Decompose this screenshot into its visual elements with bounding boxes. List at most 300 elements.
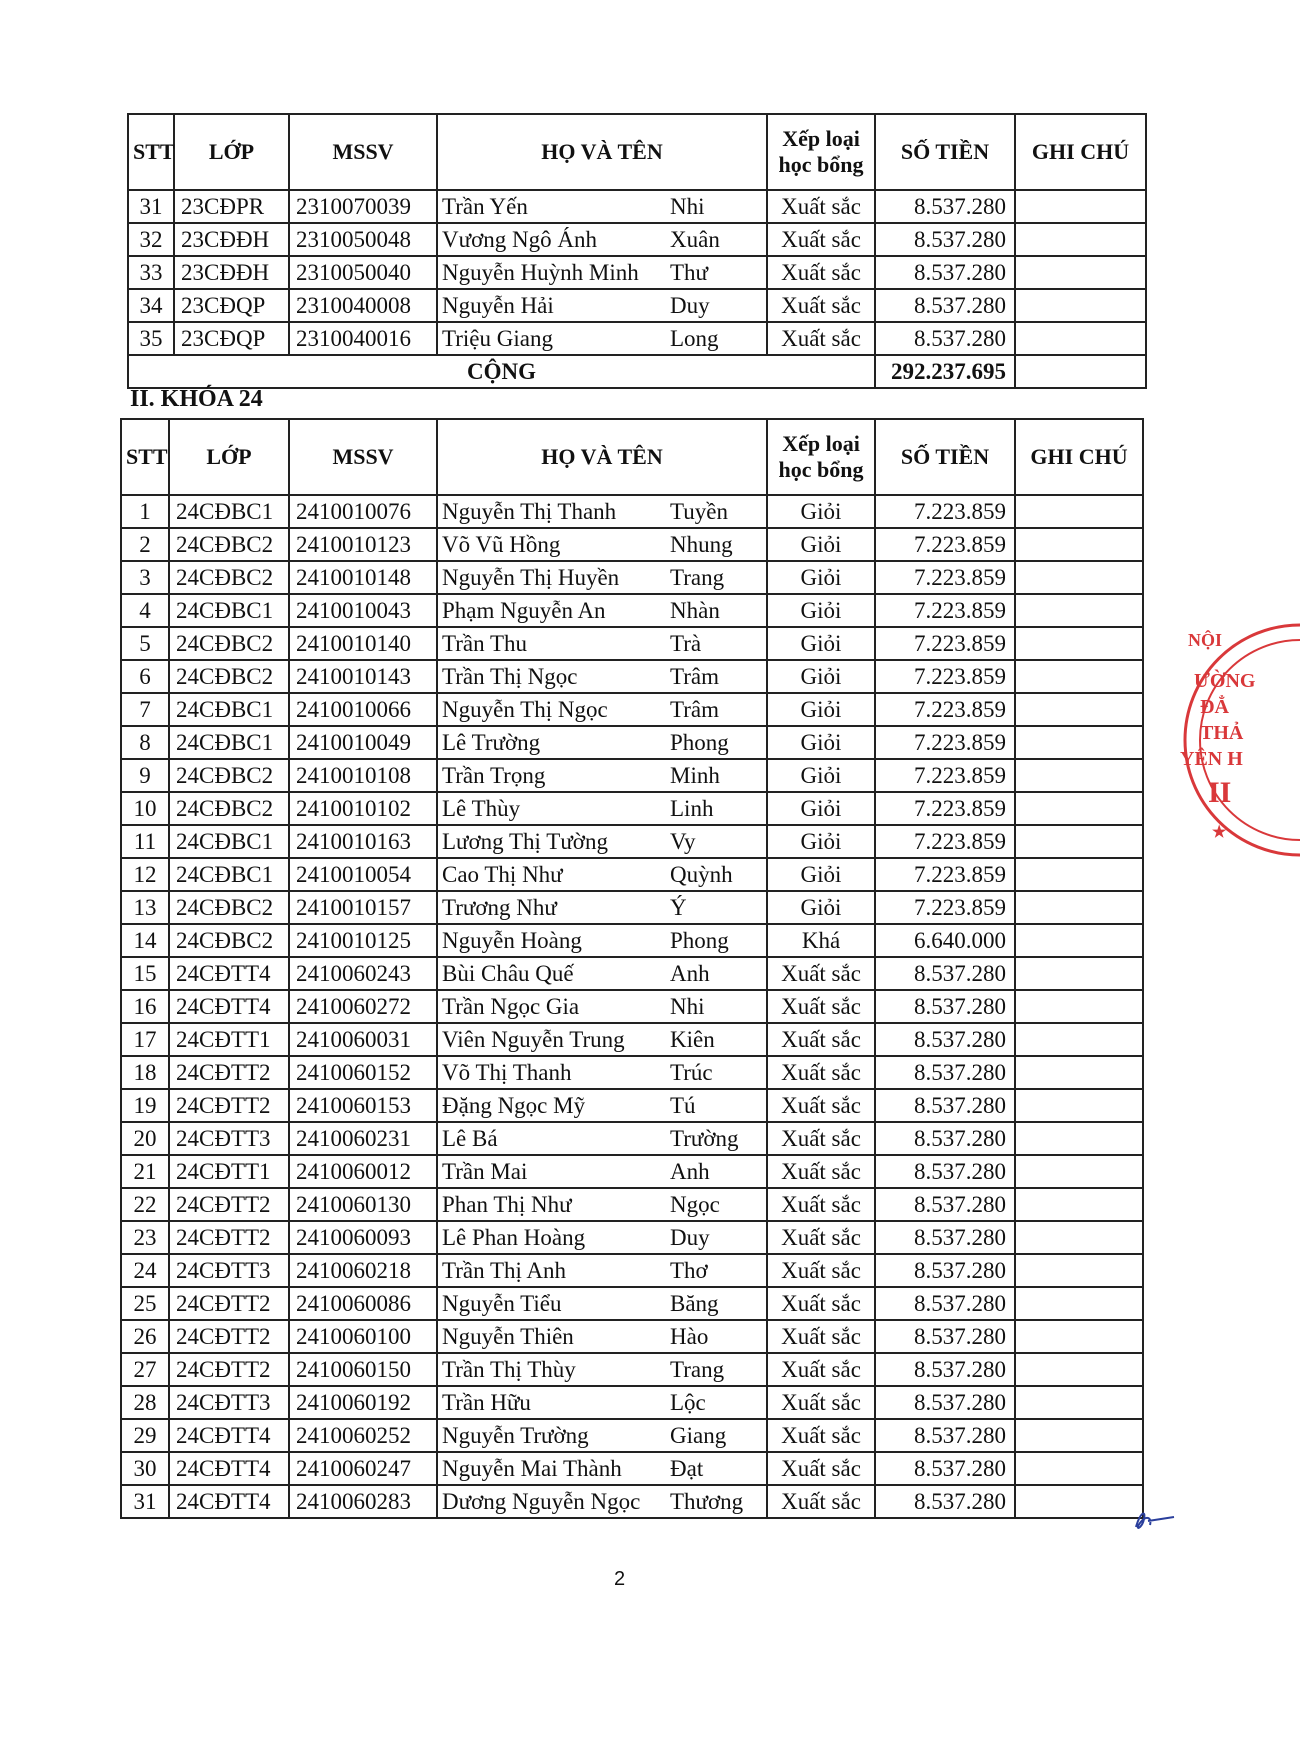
cell-lop: 24CĐTT2 — [169, 1320, 289, 1353]
cell-lop: 24CĐBC2 — [169, 660, 289, 693]
cell-xep-loai: Xuất sắc — [767, 1254, 875, 1287]
cell-xep-loai: Xuất sắc — [767, 1056, 875, 1089]
cell-mssv: 2410010123 — [289, 528, 437, 561]
table-row — [128, 322, 1146, 355]
table-row — [128, 289, 1146, 322]
cell-ho-dem: Trần Ngọc Gia — [442, 994, 580, 1019]
cell-so-tien: 8.537.280 — [875, 223, 1015, 256]
header-mssv: MSSV — [289, 419, 437, 495]
cell-xep-loai: Xuất sắc — [767, 1320, 875, 1353]
cell-ten: Trang — [670, 1357, 725, 1382]
cell-stt: 8 — [121, 726, 169, 759]
cell-xep-loai: Giỏi — [767, 561, 875, 594]
cell-ho-dem: Nguyễn Huỳnh Minh — [442, 260, 639, 285]
table-header-row — [121, 419, 1143, 495]
cell-so-tien: 6.640.000 — [875, 924, 1015, 957]
table-row — [121, 1155, 1143, 1188]
cell-ghi-chu — [1015, 1122, 1143, 1155]
cell-lop: 24CĐBC1 — [169, 495, 289, 528]
cell-lop: 24CĐTT2 — [169, 1287, 289, 1320]
cell-mssv: 2410010043 — [289, 594, 437, 627]
cell-lop: 24CĐBC2 — [169, 561, 289, 594]
header-stt: STT — [121, 419, 169, 495]
cell-ho-va-ten — [437, 1287, 767, 1320]
cell-ghi-chu — [1015, 594, 1143, 627]
cell-ten: Trúc — [670, 1060, 713, 1085]
cell-xep-loai: Giỏi — [767, 792, 875, 825]
cell-mssv: 2410060130 — [289, 1188, 437, 1221]
cell-lop: 24CĐTT4 — [169, 1452, 289, 1485]
cell-stt: 29 — [121, 1419, 169, 1452]
cell-ten: Anh — [670, 1159, 710, 1184]
table-row — [121, 990, 1143, 1023]
cell-ten: Nhi — [670, 194, 705, 219]
cell-xep-loai: Xuất sắc — [767, 256, 875, 289]
cell-so-tien: 7.223.859 — [875, 858, 1015, 891]
cell-ho-va-ten — [437, 561, 767, 594]
cell-ho-va-ten — [437, 1254, 767, 1287]
cell-stt: 17 — [121, 1023, 169, 1056]
cell-mssv: 2410010054 — [289, 858, 437, 891]
cell-lop: 23CĐĐH — [174, 223, 289, 256]
cell-mssv: 2410060192 — [289, 1386, 437, 1419]
cell-ho-dem: Lê Bá — [442, 1126, 498, 1151]
cell-stt: 2 — [121, 528, 169, 561]
cell-so-tien: 8.537.280 — [875, 1089, 1015, 1122]
seal-text-1: NỘI — [1188, 630, 1223, 650]
section-title-khoa-24: II. KHÓA 24 — [130, 386, 263, 412]
cell-xep-loai: Giỏi — [767, 627, 875, 660]
cell-ho-dem: Lương Thị Tường — [442, 829, 608, 854]
cell-ghi-chu — [1015, 289, 1146, 322]
cell-so-tien: 7.223.859 — [875, 759, 1015, 792]
cell-ho-dem: Võ Vũ Hồng — [442, 532, 561, 557]
cell-ten: Tú — [670, 1093, 696, 1118]
cell-ho-va-ten — [437, 726, 767, 759]
cell-lop: 24CĐTT4 — [169, 1419, 289, 1452]
cell-xep-loai: Xuất sắc — [767, 1452, 875, 1485]
cell-lop: 24CĐBC2 — [169, 792, 289, 825]
table-row — [128, 256, 1146, 289]
cell-ho-dem: Trương Như — [442, 895, 557, 920]
table-row — [121, 1353, 1143, 1386]
cell-ho-va-ten — [437, 891, 767, 924]
cell-lop: 24CĐBC1 — [169, 693, 289, 726]
header-ho-va-ten: HỌ VÀ TÊN — [437, 114, 767, 190]
cell-xep-loai: Giỏi — [767, 495, 875, 528]
cell-so-tien: 8.537.280 — [875, 1452, 1015, 1485]
cell-ho-dem: Triệu Giang — [442, 326, 553, 351]
cell-so-tien: 7.223.859 — [875, 891, 1015, 924]
cell-ten: Phong — [670, 928, 729, 953]
cell-stt: 21 — [121, 1155, 169, 1188]
cell-ghi-chu — [1015, 759, 1143, 792]
cell-ghi-chu — [1015, 1221, 1143, 1254]
seal-rings-icon — [1180, 630, 1300, 860]
cell-so-tien: 7.223.859 — [875, 693, 1015, 726]
cell-lop: 23CĐQP — [174, 289, 289, 322]
seal-text-6: II — [1208, 776, 1232, 809]
total-ghi-chu — [1015, 355, 1146, 388]
cell-lop: 24CĐBC1 — [169, 825, 289, 858]
cell-ghi-chu — [1015, 1089, 1143, 1122]
cell-xep-loai: Giỏi — [767, 693, 875, 726]
cell-ho-va-ten — [437, 759, 767, 792]
scholarship-table-khoa-24 — [120, 418, 1144, 1519]
cell-ghi-chu — [1015, 1188, 1143, 1221]
cell-ten: Kiên — [670, 1027, 715, 1052]
cell-stt: 19 — [121, 1089, 169, 1122]
cell-so-tien: 7.223.859 — [875, 594, 1015, 627]
cell-ho-dem: Trần Thu — [442, 631, 527, 656]
cell-mssv: 2410060093 — [289, 1221, 437, 1254]
cell-stt: 28 — [121, 1386, 169, 1419]
cell-mssv: 2410060153 — [289, 1089, 437, 1122]
cell-stt: 31 — [128, 190, 174, 223]
cell-ten: Trâm — [670, 697, 719, 722]
cell-ten: Băng — [670, 1291, 719, 1316]
header-ghi-chu: GHI CHÚ — [1015, 419, 1143, 495]
cell-ghi-chu — [1015, 660, 1143, 693]
cell-ten: Xuân — [670, 227, 720, 252]
cell-xep-loai: Xuất sắc — [767, 1386, 875, 1419]
cell-lop: 24CĐTT2 — [169, 1056, 289, 1089]
cell-ho-va-ten — [437, 825, 767, 858]
cell-mssv: 2410010143 — [289, 660, 437, 693]
header-ghi-chu: GHI CHÚ — [1015, 114, 1146, 190]
cell-ghi-chu — [1015, 891, 1143, 924]
cell-stt: 25 — [121, 1287, 169, 1320]
cell-xep-loai: Giỏi — [767, 594, 875, 627]
seal-text-4: THẢ — [1200, 722, 1244, 744]
cell-ghi-chu — [1015, 190, 1146, 223]
cell-stt: 11 — [121, 825, 169, 858]
cell-mssv: 2310050048 — [289, 223, 437, 256]
cell-mssv: 2410010076 — [289, 495, 437, 528]
cell-lop: 24CĐBC2 — [169, 627, 289, 660]
cell-ho-dem: Trần Thị Anh — [442, 1258, 566, 1283]
cell-ho-dem: Đặng Ngọc Mỹ — [442, 1093, 586, 1118]
cell-ho-dem: Trần Hữu — [442, 1390, 531, 1415]
cell-ten: Nhung — [670, 532, 733, 557]
cell-so-tien: 8.537.280 — [875, 957, 1015, 990]
cell-ho-dem: Nguyễn Trường — [442, 1423, 589, 1448]
cell-stt: 3 — [121, 561, 169, 594]
cell-ho-va-ten — [437, 693, 767, 726]
cell-ho-dem: Dương Nguyễn Ngọc — [442, 1489, 641, 1514]
cell-stt: 27 — [121, 1353, 169, 1386]
cell-ho-dem: Lê Trường — [442, 730, 541, 755]
table-row — [121, 495, 1143, 528]
cell-ten: Nhi — [670, 994, 705, 1019]
cell-ghi-chu — [1015, 858, 1143, 891]
table-row — [121, 858, 1143, 891]
cell-ho-dem: Cao Thị Như — [442, 862, 563, 887]
cell-mssv: 2410010108 — [289, 759, 437, 792]
cell-stt: 23 — [121, 1221, 169, 1254]
cell-stt: 7 — [121, 693, 169, 726]
cell-ten: Ý — [670, 895, 687, 920]
cell-xep-loai: Xuất sắc — [767, 1287, 875, 1320]
cell-ten: Linh — [670, 796, 714, 821]
header-xep-loai-line2: học bổng — [778, 457, 864, 482]
cell-lop: 24CĐTT2 — [169, 1221, 289, 1254]
cell-ghi-chu — [1015, 528, 1143, 561]
cell-ho-dem: Nguyễn Hải — [442, 293, 554, 318]
cell-mssv: 2310040008 — [289, 289, 437, 322]
cell-ho-dem: Bùi Châu Quế — [442, 961, 574, 986]
table-row — [128, 190, 1146, 223]
cell-ho-va-ten — [437, 289, 767, 322]
cell-ten: Trâm — [670, 664, 719, 689]
cell-so-tien: 7.223.859 — [875, 726, 1015, 759]
cell-mssv: 2410060152 — [289, 1056, 437, 1089]
cell-so-tien: 8.537.280 — [875, 1386, 1015, 1419]
table-row — [121, 1056, 1143, 1089]
cell-so-tien: 8.537.280 — [875, 990, 1015, 1023]
cell-lop: 24CĐBC1 — [169, 858, 289, 891]
cell-so-tien: 8.537.280 — [875, 1188, 1015, 1221]
cell-ten: Trà — [670, 631, 702, 656]
cell-ho-dem: Nguyễn Thị Huyền — [442, 565, 620, 590]
cell-so-tien: 7.223.859 — [875, 495, 1015, 528]
cell-ten: Duy — [670, 1225, 710, 1250]
cell-ghi-chu — [1015, 1452, 1143, 1485]
cell-stt: 16 — [121, 990, 169, 1023]
cell-mssv: 2310040016 — [289, 322, 437, 355]
cell-mssv: 2410060012 — [289, 1155, 437, 1188]
cell-so-tien: 8.537.280 — [875, 1320, 1015, 1353]
cell-ho-va-ten — [437, 1485, 767, 1518]
cell-ho-va-ten — [437, 1023, 767, 1056]
cell-ghi-chu — [1015, 924, 1143, 957]
cell-so-tien: 8.537.280 — [875, 1254, 1015, 1287]
cell-stt: 6 — [121, 660, 169, 693]
page-number: 2 — [613, 1568, 626, 1590]
cell-so-tien: 7.223.859 — [875, 660, 1015, 693]
cell-ho-dem: Trần Thị Ngọc — [442, 664, 578, 689]
cell-xep-loai: Xuất sắc — [767, 223, 875, 256]
cell-mssv: 2410060150 — [289, 1353, 437, 1386]
cell-ho-dem: Nguyễn Thị Thanh — [442, 499, 617, 524]
cell-ghi-chu — [1015, 693, 1143, 726]
cell-ghi-chu — [1015, 1056, 1143, 1089]
cell-ho-va-ten — [437, 1122, 767, 1155]
header-mssv: MSSV — [289, 114, 437, 190]
table-row — [121, 1419, 1143, 1452]
cell-lop: 24CĐTT3 — [169, 1386, 289, 1419]
cell-mssv: 2410060247 — [289, 1452, 437, 1485]
cell-mssv: 2410060100 — [289, 1320, 437, 1353]
cell-ten: Long — [670, 326, 719, 351]
cell-xep-loai: Giỏi — [767, 726, 875, 759]
cell-lop: 24CĐTT2 — [169, 1089, 289, 1122]
cell-ten: Nhàn — [670, 598, 720, 623]
cell-stt: 15 — [121, 957, 169, 990]
table-row — [121, 1320, 1143, 1353]
cell-stt: 13 — [121, 891, 169, 924]
cell-ho-dem: Trần Yến — [442, 194, 528, 219]
cell-so-tien: 8.537.280 — [875, 1485, 1015, 1518]
cell-mssv: 2410060252 — [289, 1419, 437, 1452]
cell-stt: 14 — [121, 924, 169, 957]
table-row — [121, 1254, 1143, 1287]
cell-ghi-chu — [1015, 1320, 1143, 1353]
cell-ho-dem: Nguyễn Thiên — [442, 1324, 574, 1349]
cell-ho-va-ten — [437, 792, 767, 825]
table-row — [121, 561, 1143, 594]
cell-xep-loai: Xuất sắc — [767, 957, 875, 990]
cell-lop: 24CĐBC1 — [169, 726, 289, 759]
cell-ghi-chu — [1015, 726, 1143, 759]
handwritten-initial-signature — [1130, 1505, 1180, 1535]
cell-xep-loai: Giỏi — [767, 858, 875, 891]
table-header-row — [128, 114, 1146, 190]
cell-mssv: 2410060031 — [289, 1023, 437, 1056]
cell-lop: 24CĐTT2 — [169, 1353, 289, 1386]
cell-ten: Thương — [670, 1489, 744, 1514]
cell-lop: 24CĐBC2 — [169, 891, 289, 924]
header-lop: LỚP — [174, 114, 289, 190]
cell-ghi-chu — [1015, 1254, 1143, 1287]
cell-ho-va-ten — [437, 627, 767, 660]
cell-lop: 23CĐQP — [174, 322, 289, 355]
cell-ho-dem: Lê Phan Hoàng — [442, 1225, 586, 1250]
cell-so-tien: 7.223.859 — [875, 627, 1015, 660]
table-row — [121, 1089, 1143, 1122]
cell-ten: Phong — [670, 730, 729, 755]
cell-ghi-chu — [1015, 495, 1143, 528]
cell-ho-va-ten — [437, 1452, 767, 1485]
cell-mssv: 2410060231 — [289, 1122, 437, 1155]
cell-ho-va-ten — [437, 495, 767, 528]
seal-star-icon: ★ — [1212, 824, 1227, 841]
table-row — [121, 1122, 1143, 1155]
cell-ho-dem: Trần Thị Thùy — [442, 1357, 576, 1382]
cell-ghi-chu — [1015, 990, 1143, 1023]
cell-mssv: 2410010125 — [289, 924, 437, 957]
cell-ghi-chu — [1015, 627, 1143, 660]
cell-xep-loai: Xuất sắc — [767, 1221, 875, 1254]
cell-ten: Hào — [670, 1324, 709, 1349]
table-row — [121, 627, 1143, 660]
cell-xep-loai: Giỏi — [767, 660, 875, 693]
table-row — [121, 759, 1143, 792]
table-row — [121, 1023, 1143, 1056]
header-ho-va-ten: HỌ VÀ TÊN — [437, 419, 767, 495]
cell-stt: 31 — [121, 1485, 169, 1518]
cell-lop: 23CĐPR — [174, 190, 289, 223]
cell-ten: Ngọc — [670, 1192, 720, 1217]
cell-so-tien: 8.537.280 — [875, 256, 1015, 289]
table-row — [121, 594, 1143, 627]
cell-ho-va-ten — [437, 1419, 767, 1452]
cell-lop: 24CĐTT4 — [169, 957, 289, 990]
header-stt: STT — [128, 114, 174, 190]
header-xep-loai-line1: Xếp loại — [782, 126, 860, 151]
header-so-tien: SỐ TIỀN — [875, 114, 1015, 190]
table-row — [121, 1221, 1143, 1254]
cell-ho-va-ten — [437, 1320, 767, 1353]
total-label: CỘNG — [128, 355, 875, 388]
cell-stt: 30 — [121, 1452, 169, 1485]
cell-ho-dem: Vương Ngô Ánh — [442, 227, 597, 252]
cell-mssv: 2310070039 — [289, 190, 437, 223]
cell-mssv: 2410010049 — [289, 726, 437, 759]
cell-mssv: 2410010066 — [289, 693, 437, 726]
cell-xep-loai: Xuất sắc — [767, 190, 875, 223]
table-row — [128, 223, 1146, 256]
cell-xep-loai: Xuất sắc — [767, 990, 875, 1023]
cell-ghi-chu — [1015, 1386, 1143, 1419]
cell-ho-va-ten — [437, 528, 767, 561]
cell-ten: Đạt — [670, 1456, 704, 1481]
cell-ho-va-ten — [437, 1056, 767, 1089]
cell-ghi-chu — [1015, 223, 1146, 256]
table-row — [121, 528, 1143, 561]
table-row — [121, 1188, 1143, 1221]
cell-lop: 23CĐĐH — [174, 256, 289, 289]
cell-stt: 1 — [121, 495, 169, 528]
header-xep-loai — [767, 419, 875, 495]
cell-so-tien: 8.537.280 — [875, 1287, 1015, 1320]
cell-ho-va-ten — [437, 1188, 767, 1221]
cell-so-tien: 8.537.280 — [875, 289, 1015, 322]
cell-ho-va-ten — [437, 594, 767, 627]
cell-lop: 24CĐTT3 — [169, 1122, 289, 1155]
cell-mssv: 2410060086 — [289, 1287, 437, 1320]
cell-mssv: 2410010140 — [289, 627, 437, 660]
cell-lop: 24CĐTT3 — [169, 1254, 289, 1287]
cell-so-tien: 7.223.859 — [875, 825, 1015, 858]
cell-so-tien: 8.537.280 — [875, 1056, 1015, 1089]
cell-so-tien: 8.537.280 — [875, 322, 1015, 355]
cell-xep-loai: Xuất sắc — [767, 1023, 875, 1056]
cell-ho-va-ten — [437, 858, 767, 891]
cell-ten: Anh — [670, 961, 710, 986]
cell-ten: Trang — [670, 565, 725, 590]
cell-so-tien: 8.537.280 — [875, 1353, 1015, 1386]
cell-ho-dem: Nguyễn Mai Thành — [442, 1456, 622, 1481]
cell-ghi-chu — [1015, 561, 1143, 594]
cell-ho-va-ten — [437, 990, 767, 1023]
seal-text-2: ƯỜNG — [1194, 670, 1256, 692]
cell-ho-va-ten — [437, 957, 767, 990]
cell-ho-va-ten — [437, 1353, 767, 1386]
cell-ho-dem: Phạm Nguyễn An — [442, 598, 606, 623]
cell-ghi-chu — [1015, 1485, 1143, 1518]
cell-ten: Quỳnh — [670, 862, 733, 887]
seal-text-5: YÊN H — [1180, 748, 1243, 770]
cell-ho-dem: Phan Thị Như — [442, 1192, 572, 1217]
cell-ho-dem: Nguyễn Thị Ngọc — [442, 697, 608, 722]
cell-so-tien: 8.537.280 — [875, 1023, 1015, 1056]
cell-ghi-chu — [1015, 1155, 1143, 1188]
cell-lop: 24CĐBC2 — [169, 759, 289, 792]
cell-stt: 20 — [121, 1122, 169, 1155]
cell-lop: 24CĐTT4 — [169, 1485, 289, 1518]
cell-stt: 9 — [121, 759, 169, 792]
cell-mssv: 2310050040 — [289, 256, 437, 289]
cell-ho-va-ten — [437, 1089, 767, 1122]
cell-ho-dem: Nguyễn Tiểu — [442, 1291, 562, 1316]
cell-ho-va-ten — [437, 1155, 767, 1188]
table-row — [121, 891, 1143, 924]
cell-xep-loai: Xuất sắc — [767, 1122, 875, 1155]
cell-ghi-chu — [1015, 825, 1143, 858]
cell-xep-loai: Xuất sắc — [767, 1353, 875, 1386]
cell-lop: 24CĐTT1 — [169, 1155, 289, 1188]
